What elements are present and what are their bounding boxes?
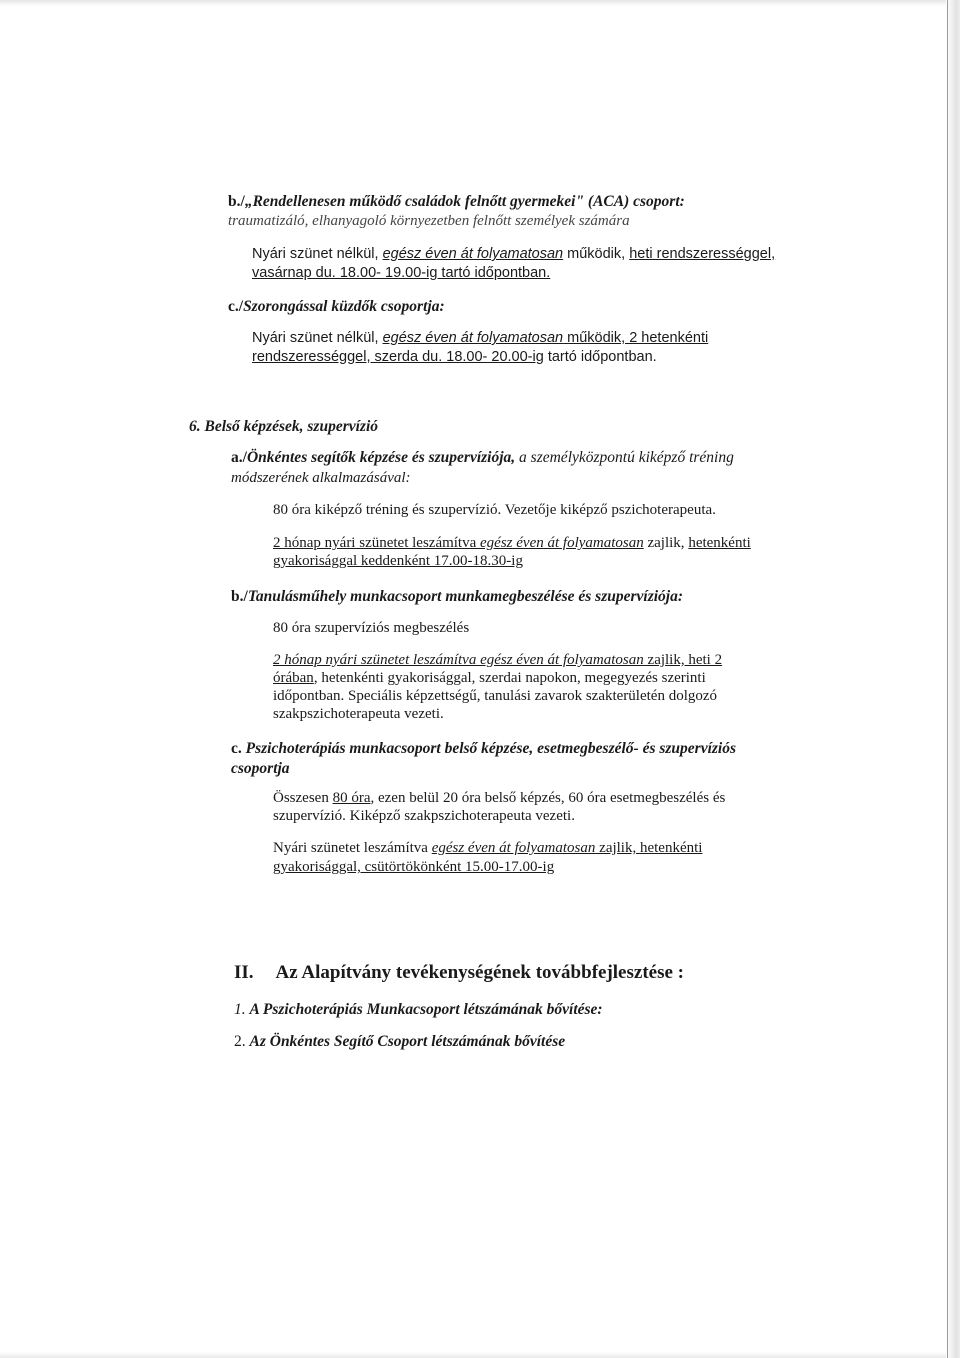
scan-edge-bottom	[0, 1352, 946, 1358]
aca-prefix: b./	[228, 193, 245, 210]
anxiety-prefix: c./	[228, 298, 244, 315]
training-p2-b: egész éven át folyamatosan	[480, 535, 644, 551]
anxiety-line1-c: működik, 2 hetenkénti	[563, 330, 709, 346]
aca-title: „Rendellenesen működő családok felnőtt gyermekei" (ACA) csoport:	[244, 193, 685, 210]
workshop-p4: időpontban. Speciális képzettségű, tanulási zavarok szakterületén dolgozó	[273, 688, 718, 704]
workshop-prefix: b./	[231, 588, 248, 605]
workshop-heading	[231, 588, 683, 606]
psycho-p1-c: , ezen belül 20 óra belső képzés, 60 óra esetmegbeszélés és	[370, 790, 726, 806]
training-p2-e: gyakorisággal keddenként 17.00-18.30-ig	[273, 553, 523, 569]
anxiety-line2	[252, 349, 657, 365]
aca-line1-b: egész éven át folyamatosan	[382, 246, 564, 262]
workshop-p5: szakpszichoterapeuta vezeti.	[273, 706, 444, 722]
scan-edge-top	[0, 0, 946, 6]
section-II-item-2-text: Az Önkéntes Segítő Csoport létszámának bővítése	[249, 1033, 566, 1050]
anxiety-title: Szorongással küzdők csoportja:	[243, 298, 445, 315]
training-prefix: a./	[231, 449, 247, 466]
section-II-item-2	[234, 1033, 565, 1051]
training-rest1: a személyközpontú kiképző tréning	[515, 449, 734, 466]
training-rest2: módszerének alkalmazásával:	[231, 470, 411, 486]
anxiety-line2-b: tartó időpontban.	[543, 349, 657, 365]
anxiety-line1-a: Nyári szünet nélkül,	[252, 330, 383, 346]
training-p2-d: hetenkénti	[688, 535, 751, 551]
section-II-item-1	[234, 1001, 603, 1019]
training-p2-a: 2 hónap nyári szünetet leszámítva	[273, 535, 481, 551]
workshop-p2-b: zajlik, heti 2	[643, 652, 723, 668]
workshop-title: Tanulásműhely munkacsoport munkamegbeszélése és szupervíziója:	[247, 588, 684, 605]
psycho-p4: gyakorisággal, csütörtökönként 15.00-17.00-ig	[273, 859, 555, 875]
workshop-p2-a: 2 hónap nyári szünetet leszámítva egész éven át folyamatosan	[273, 652, 644, 668]
aca-line1-d: heti rendszerességgel,	[629, 246, 776, 262]
aca-line1	[252, 246, 775, 262]
training-p1: 80 óra kiképző tréning és szupervízió. Vezetője kiképző pszichoterapeuta.	[273, 502, 716, 518]
workshop-p2	[273, 652, 722, 669]
aca-line2: vasárnap du. 18.00- 19.00-ig tartó időpontban.	[252, 265, 551, 281]
psycho-title2: csoportja	[231, 760, 290, 777]
section-II-title: Az Alapítvány tevékenységének továbbfejlesztése :	[275, 962, 684, 983]
training-p2-c: zajlik,	[643, 535, 689, 551]
psycho-prefix: c.	[231, 740, 242, 757]
anxiety-heading	[228, 298, 445, 316]
section-II-heading	[234, 962, 684, 984]
section-II-num: II.	[234, 962, 254, 983]
psycho-heading	[231, 740, 736, 758]
psycho-p3-b: egész éven át folyamatosan	[431, 840, 596, 856]
anxiety-line1-b: egész éven át folyamatosan	[382, 330, 564, 346]
section-6-heading: 6. Belső képzések, szupervízió	[189, 418, 379, 435]
psycho-p1-b: 80 óra	[332, 790, 371, 806]
psycho-p3-c: zajlik, hetenkénti	[595, 840, 703, 856]
aca-subtitle: traumatizáló, elhanyagoló környezetben felnőtt személyek számára	[228, 213, 630, 229]
scan-edge-line	[947, 0, 948, 1358]
aca-line1-a: Nyári szünet nélkül,	[252, 246, 383, 262]
psycho-p3-a: Nyári szünetet leszámítva	[273, 840, 432, 856]
workshop-p3	[273, 670, 706, 687]
workshop-p3-b: , hetenkénti gyakorisággal, szerdai napokon, megegyezés szerinti	[313, 670, 706, 686]
anxiety-line1	[252, 330, 708, 346]
training-title: Önkéntes segítők képzése és szupervíziója,	[246, 449, 516, 466]
psycho-p1	[273, 790, 725, 807]
aca-heading	[228, 193, 685, 211]
anxiety-line2-a: rendszerességgel, szerda du. 18.00- 20.00-ig	[252, 349, 544, 365]
psycho-p2: szupervízió. Kiképző szakpszichoterapeuta vezeti.	[273, 808, 575, 824]
section-II-item-2-num: 2.	[234, 1033, 246, 1050]
section-II-item-1-text: A Pszichoterápiás Munkacsoport létszámának bővítése:	[249, 1001, 603, 1018]
training-p2	[273, 535, 751, 552]
psycho-title1: Pszichoterápiás munkacsoport belső képzése, esetmegbeszélő- és szupervíziós	[245, 740, 737, 757]
psycho-p3	[273, 840, 702, 857]
workshop-p1: 80 óra szupervíziós megbeszélés	[273, 620, 470, 636]
section-II-item-1-num: 1.	[234, 1001, 246, 1018]
training-heading	[231, 449, 734, 467]
aca-line1-c: működik,	[563, 246, 630, 262]
workshop-p3-a: órában	[273, 670, 314, 686]
psycho-p1-a: Összesen	[273, 790, 333, 806]
scan-edge-right	[946, 0, 960, 1358]
